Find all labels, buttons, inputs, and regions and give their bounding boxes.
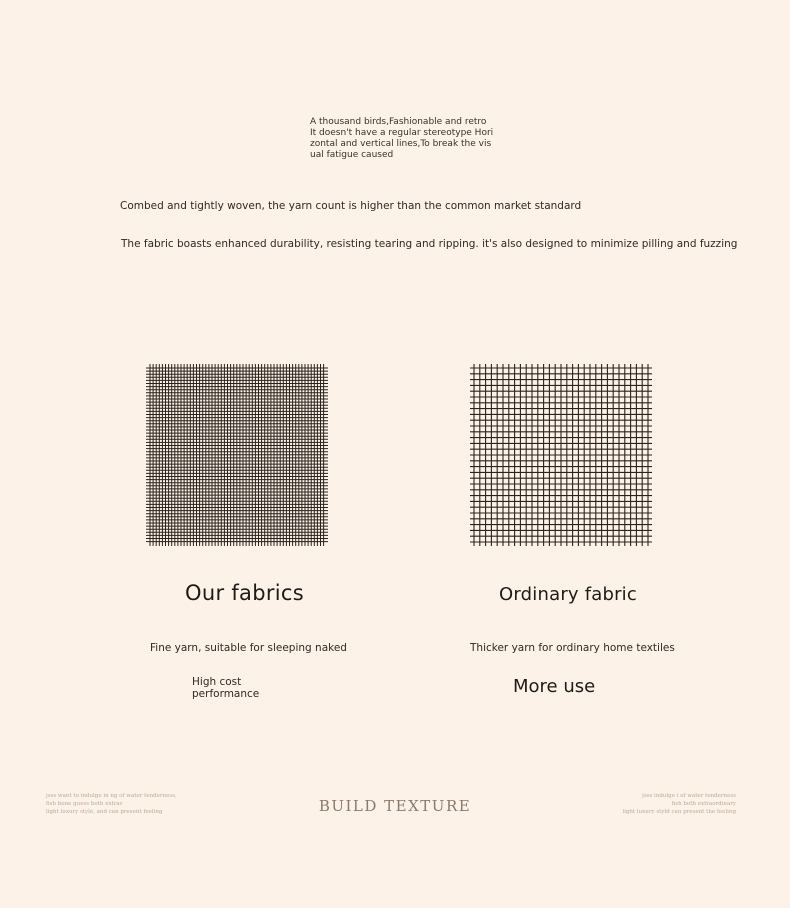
footer-line: light luxury styld can present the feeling — [622, 809, 736, 815]
intro-line: A thousand birds,Fashionable and retro — [310, 117, 487, 127]
ordinary-fabric-title: Ordinary fabric — [499, 584, 637, 605]
ordinary-fabric-feature: More use — [513, 676, 596, 697]
footer-line: jsss want to indulge in ng of water tenderness, — [46, 793, 177, 799]
footer-right-text — [590, 792, 736, 816]
feature-line-durability: The fabric boasts enhanced durability, resisting tearing and ripping. it's also designed to minimize pilling and fuzzing — [121, 238, 738, 250]
feature-line-combed: Combed and tightly woven, the yarn count is higher than the common market standard — [120, 200, 582, 212]
intro-text — [310, 117, 500, 161]
feature-line: High cost — [192, 676, 242, 688]
footer-line: fish both extraordinary — [671, 801, 736, 807]
our-fabrics-title: Our fabrics — [185, 581, 304, 605]
our-fabrics-feature — [192, 676, 259, 700]
ordinary-fabric-swatch — [470, 364, 652, 546]
footer-line: fish bone guess both extrav — [46, 801, 123, 807]
footer-line: jsss indulge i of water tenderness — [642, 793, 736, 799]
fine-fabric-swatch — [146, 364, 328, 546]
feature-line: performance — [192, 688, 260, 700]
coarse-weave-grid — [470, 364, 652, 546]
brand-wordmark: BUILD TEXTURE — [318, 797, 472, 815]
fine-weave-grid — [146, 364, 328, 546]
our-fabrics-subtitle: Fine yarn, suitable for sleeping naked — [150, 642, 347, 654]
intro-line: ual fatigue caused — [310, 150, 394, 160]
footer-line: light luxury style, and can present feeling — [46, 809, 163, 815]
ordinary-fabric-subtitle: Thicker yarn for ordinary home textiles — [470, 642, 675, 654]
intro-line: It doesn't have a regular stereotype Hori — [310, 128, 494, 138]
intro-line: zontal and vertical lines,To break the vis — [310, 139, 492, 149]
